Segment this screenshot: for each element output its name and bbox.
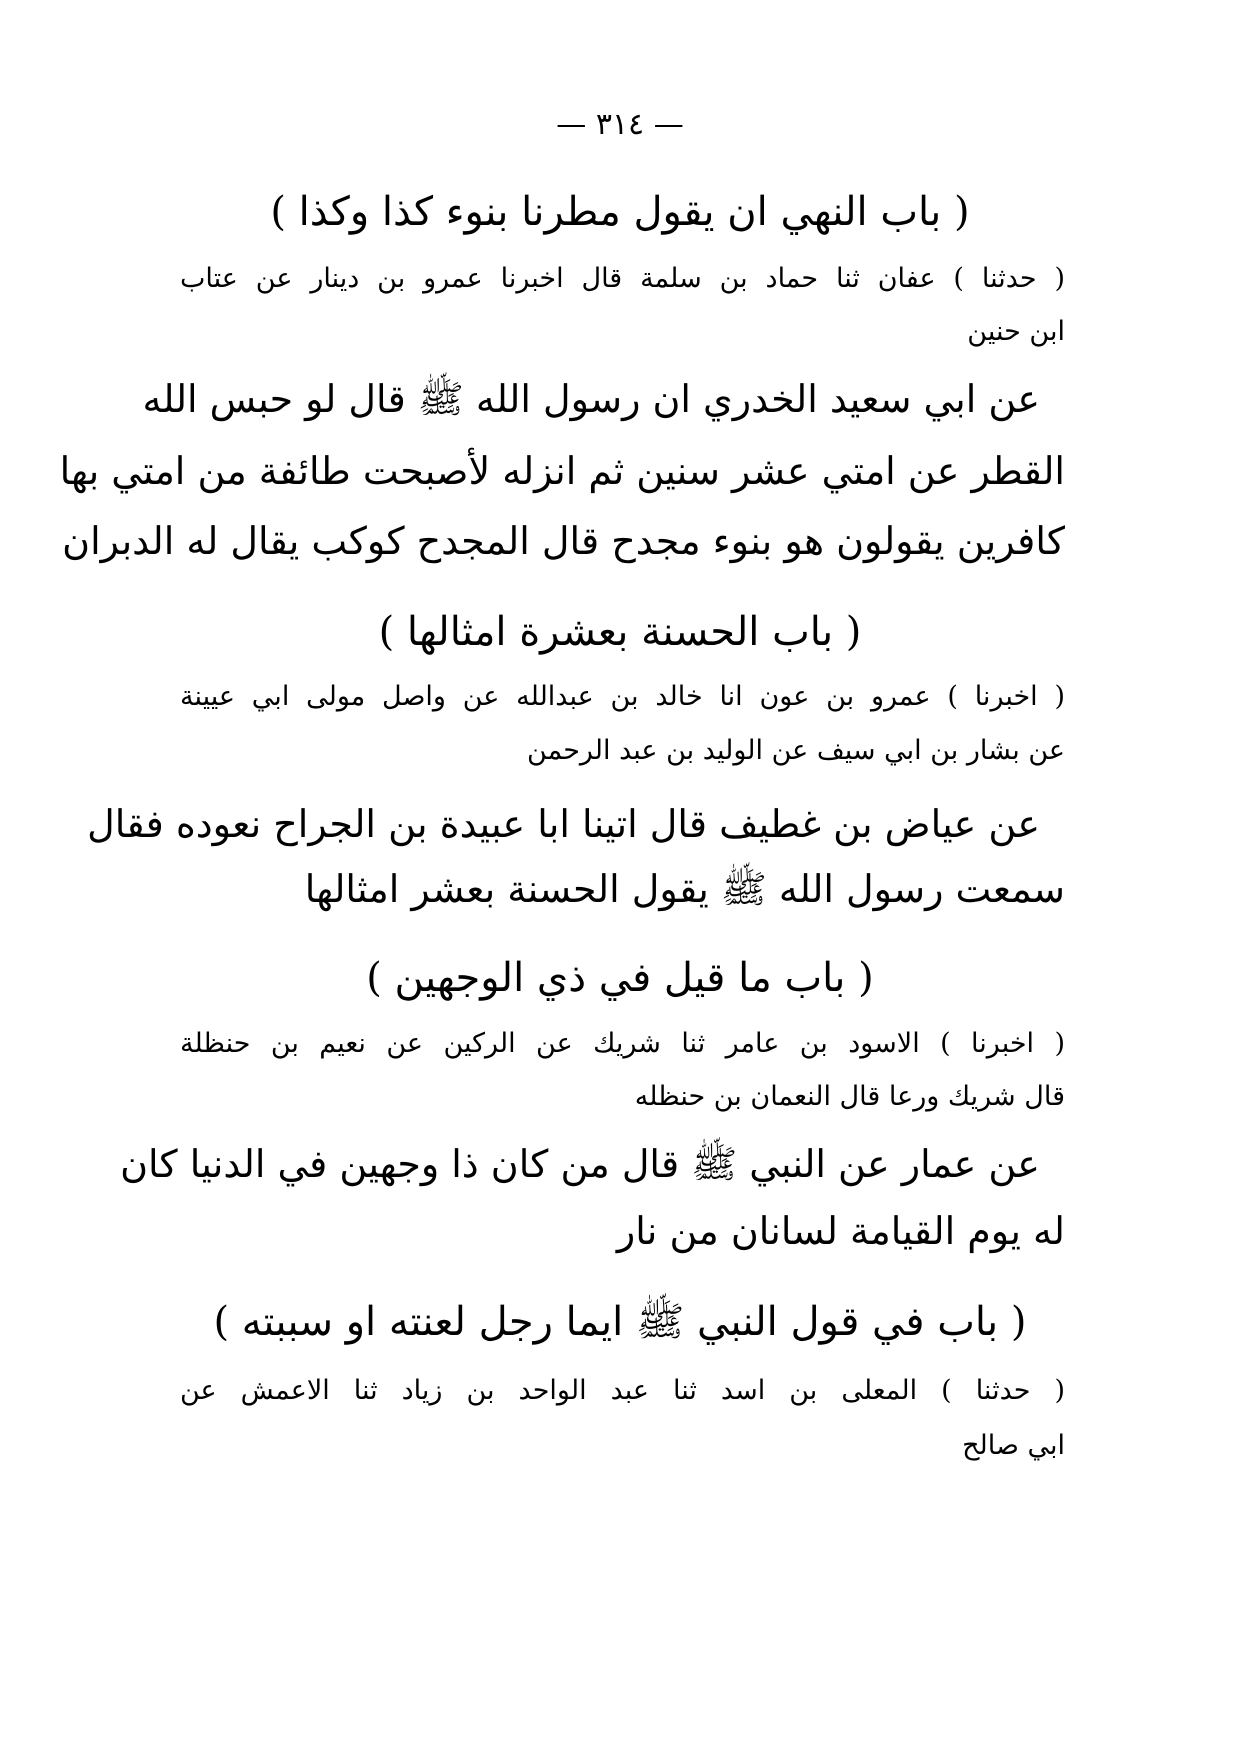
isnad-line: ( حدثنا ) المعلى بن اسد ثنا عبد الواحد بن زياد ثنا الاعمش عن	[180, 1375, 1065, 1406]
section-heading: ( باب الحسنة بعشرة امثالها )	[378, 609, 862, 655]
section-heading: ( باب في قول النبي ﷺ ايما رجل لعنته او سببته )	[213, 1299, 1027, 1345]
matn-line: عن عمار عن النبي ﷺ قال من كان ذا وجهين في الدنيا كان	[120, 1142, 1040, 1186]
isnad-line: قال شريك ورعا قال النعمان بن حنظله	[634, 1081, 1065, 1112]
isnad-line: عن بشار بن ابي سيف عن الوليد بن عبد الرحمن	[527, 735, 1065, 766]
matn-line: كافرين يقولون هو بنوء مجدح قال المجدح كوكب يقال له الدبران	[62, 519, 1065, 563]
page-number: — ٣١٤ —	[556, 107, 684, 142]
matn-line: القطر عن امتي عشر سنين ثم انزله لأصبحت طائفة من امتي بها	[59, 449, 1065, 493]
section-heading: ( باب ما قيل في ذي الوجهين )	[366, 955, 874, 1001]
isnad-line: ( اخبرنا ) عمرو بن عون انا خالد بن عبدالله عن واصل مولى ابي عيينة	[180, 681, 1065, 712]
matn-line: عن عياض بن غطيف قال اتينا ابا عبيدة بن الجراح نعوده فقال	[87, 802, 1040, 846]
isnad-line: ابن حنين	[967, 316, 1065, 347]
matn-line: سمعت رسول الله ﷺ يقول الحسنة بعشر امثالها	[304, 867, 1065, 911]
section-heading: ( باب النهي ان يقول مطرنا بنوء كذا وكذا )	[270, 189, 970, 235]
isnad-line: ابي صالح	[962, 1430, 1065, 1461]
matn-line: عن ابي سعيد الخدري ان رسول الله ﷺ قال لو حبس الله	[142, 377, 1040, 421]
matn-line: له يوم القيامة لسانان من نار	[616, 1209, 1065, 1253]
isnad-line: ( اخبرنا ) الاسود بن عامر ثنا شريك عن الركين عن نعيم بن حنظلة	[180, 1028, 1065, 1059]
isnad-line: ( حدثنا ) عفان ثنا حماد بن سلمة قال اخبرنا عمرو بن دينار عن عتاب	[180, 263, 1065, 294]
